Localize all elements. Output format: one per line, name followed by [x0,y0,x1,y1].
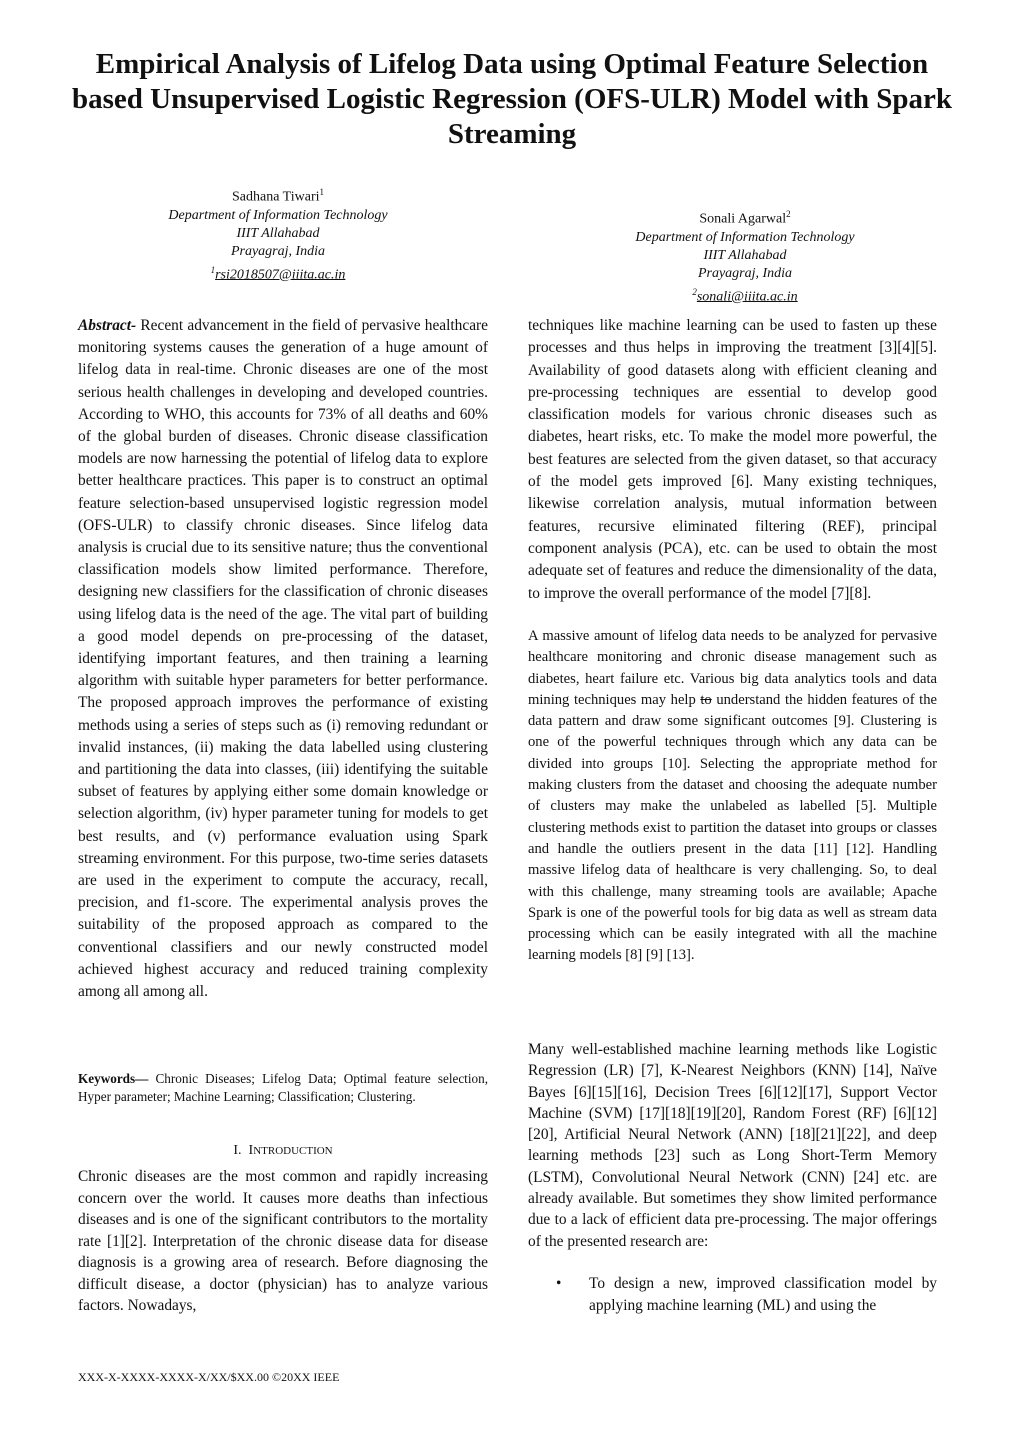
right-paragraph-3: Many well-established machine learning methods like Logistic Regression (LR) [7], K-Nearest Neighbors (KNN) [14], Naïve Bayes [6][15][16], Decision Trees [6][12][17], Support Vector Machine (SVM) [17][18][19][20], Random Forest (RF) [6][12][20], Artificial Neural Network (ANN) [18][21][22], and deep learning methods [23] such as Long Short-Term Memory (LSTM), Convolutional Neural Network (CNN) [24] etc. are already available. But sometimes they show limited performance due to a lack of efficient data pre-processing. The major offerings of the presented research are: [528,1041,937,1250]
email-sup: 1 [210,264,216,275]
author-location: Prayagraj, India [697,265,793,281]
section-number: I. [233,1143,242,1158]
author-inst: IIIT Allahabad [236,225,320,241]
contributions-list [528,1273,937,1316]
list-item: • To design a new, improved classification model by applying machine learning (ML) and using the [528,1273,937,1316]
author-name: Sadhana Tiwari [232,189,320,205]
keywords-label: Keywords— [78,1071,149,1086]
author-dept: Department of Information Technology [635,229,855,245]
author-sup: 2 [786,209,791,219]
keywords [78,1070,488,1106]
author-location: Prayagraj, India [230,243,326,259]
section-title-initial: I [248,1143,254,1158]
author-email-link[interactable]: rsi2018507@iiita.ac.in [215,267,346,283]
section-heading-introduction [78,1143,488,1159]
paragraph-text: understand the hidden features of the data pattern and draw some significant outcomes [9]. Clustering is one of the powerful techniques through which any data can be divided into groups [10]. Selecting the appropriate method for making clusters from the dataset and choosing the adequate number of clusters may make the unlabeled as labelled [5]. Multiple clustering methods exist to partition the dataset into groups or classes and handle the outliers present in the data [11] [12]. Handling massive lifelog data of healthcare is very challenging. So, to deal with this challenge, many streaming tools are available; Apache Spark is one of the powerful tools for big data as well as stream data processing which can be easily integrated with all the machine learning models [8] [9] [13]. [528,691,938,964]
right-paragraph-1: techniques like machine learning can be used to fasten up these processes and thus helps in improving the treatment [3][4][5]. Availability of good datasets along with efficient cleaning and pre-processing techniques are essential to develop good classification models for various chronic diseases such as diabetes, heart risks, etc. To make the model more powerful, the best features are selected from the given dataset, so that accuracy of the model gets improved [6]. Many existing techniques, likewise correlation analysis, mutual information between features, recursive eliminated filtering (REF), principal component analysis (PCA), etc. can be used to obtain the most adequate set of features and reduce the dimensionality of the data, to improve the overall performance of the model [7][8]. [528,317,937,602]
author-email-link[interactable]: sonali@iiita.ac.in [696,289,798,305]
author-sup: 1 [319,187,324,197]
author-2 [595,205,895,306]
paper-title: Empirical Analysis of Lifelog Data using Optimal Feature Selection based Unsupervised Logistic Regression (OFS-ULR) Model with Spark Streaming [72,48,952,150]
abstract-text: Recent advancement in the field of pervasive healthcare monitoring systems causes the generation of a huge amount of lifelog data in real-time. Chronic diseases are one of the most serious health challenges in developing and developed countries. According to WHO, this accounts for 73% of all deaths and 60% of the global burden of diseases. Chronic disease classification models are now harnessing the potential of lifelog data to explore better healthcare practices. This paper is to construct an optimal feature selection-based unsupervised logistic regression model (OFS-ULR) to classify chronic diseases. Since lifelog data analysis is crucial due to its sensitive nature; thus the conventional classification models show limited performance. Therefore, designing new classifiers for the classification of chronic diseases using lifelog data is the need of the age. The vital part of building a good model depends on pre-processing of the dataset, identifying important features, and then training a learning algorithm with suitable hyper parameters for better performance. The proposed approach improves the performance of existing methods using a series of steps such as (i) removing redundant or invalid instances, (ii) making the data labelled using clustering and partitioning the data into classes, (iii) identifying the suitable subset of features by applying either some domain knowledge or selection algorithm, (iv) hyper parameter tuning for models to get best results, and (v) performance evaluation using Spark streaming environment. For this purpose, two-time series datasets are used in the experiment to compute the accuracy, recall, precision, and f1-score. The experimental analysis proves the suitability of the proposed approach as compared to the conventional classifiers and our newly constructed model achieved highest accuracy and reduced training complexity among all among all. [78,317,488,1001]
intro-paragraph: Chronic diseases are the most common and rapidly increasing concern over the world. It causes more deaths than infectious diseases and is one of the significant contributors to the mortality rate [1][2]. Interpretation of the chronic disease data for disease diagnosis is a growing area of research. Before diagnosing the difficult disease, a doctor (physician) has to analyze various factors. Nowadays, [78,1168,488,1314]
abstract [78,315,488,1003]
author-name: Sonali Agarwal [699,211,787,227]
paragraph-text: A massive amount of lifelog data needs to be analyzed for pervasive healthcare monitoring and chronic disease management such as diabetes, heart failure etc. Various big data analytics tools and data mining techniques may help [528,628,937,708]
author-dept: Department of Information Technology [168,207,388,223]
struck-text: to [700,691,712,708]
author-1 [128,183,428,284]
abstract-label: Abstract- [78,317,137,334]
keywords-text: Chronic Diseases; Lifelog Data; Optimal feature selection, Hyper parameter; Machine Learning; Classification; Clustering. [78,1071,488,1104]
right-paragraph-2 [528,626,937,967]
email-sup: 2 [692,286,697,297]
copyright-footer: XXX-X-XXXX-XXXX-X/XX/$XX.00 ©20XX IEEE [78,1370,340,1384]
author-inst: IIIT Allahabad [703,247,787,263]
section-title-rest: NTRODUCTION [253,1145,333,1157]
